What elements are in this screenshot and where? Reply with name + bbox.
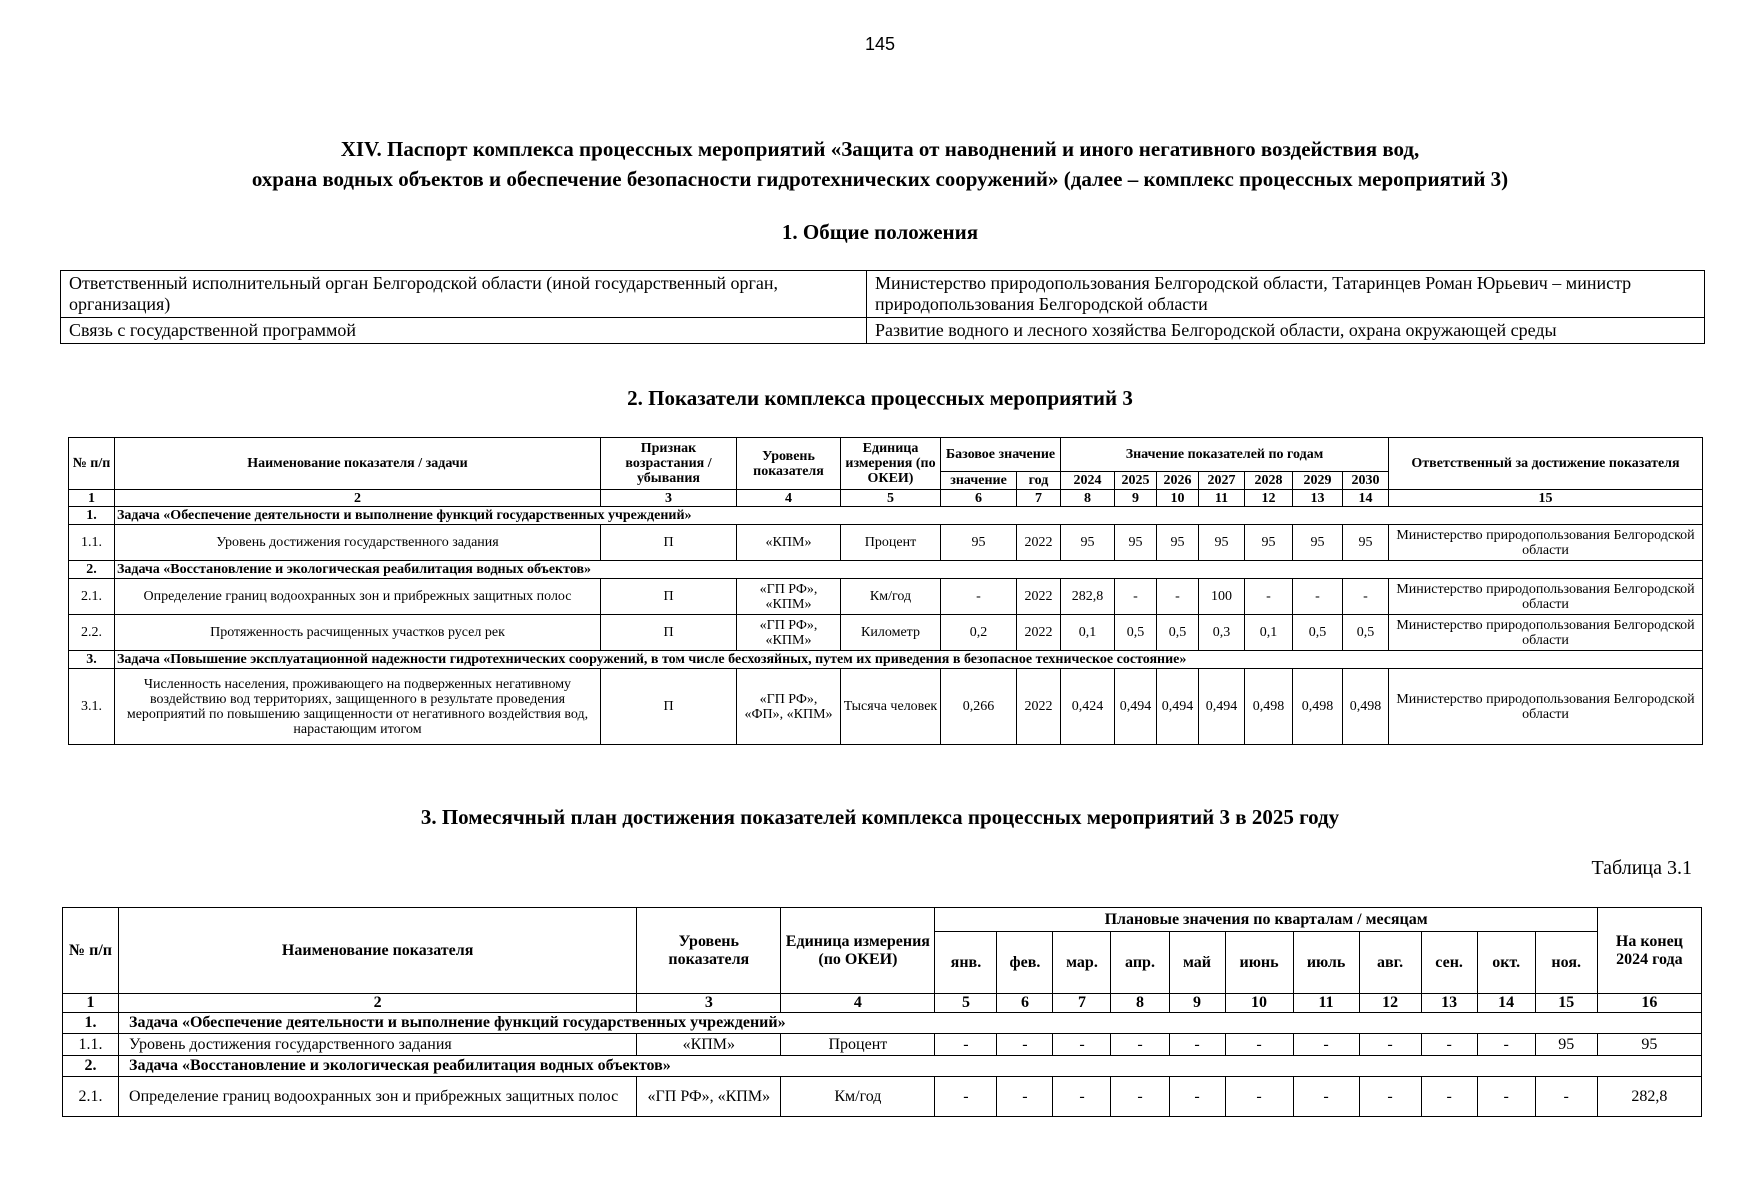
- year-value: -: [1343, 579, 1389, 615]
- month-value: -: [1359, 1077, 1421, 1117]
- month-value: -: [1225, 1077, 1293, 1117]
- year-value: -: [1245, 579, 1293, 615]
- year-value: 0,494: [1199, 669, 1245, 745]
- header-trend: Признак возрастания / убывания: [601, 438, 737, 490]
- indicator-unit: Процент: [841, 525, 941, 561]
- row-number: 1.1.: [63, 1034, 119, 1056]
- column-numbers-row: [63, 994, 1702, 1013]
- responsible: Министерство природопользования Белгородской области: [1389, 615, 1703, 651]
- table-caption: Таблица 3.1: [1591, 857, 1692, 879]
- indicator-name: Протяженность расчищенных участков русел рек: [115, 615, 601, 651]
- indicators-table: [68, 437, 1703, 745]
- header-level: Уровень показателя: [637, 908, 781, 994]
- header-month: авг.: [1359, 932, 1421, 994]
- column-number: 2: [119, 994, 637, 1013]
- indicator-name: Определение границ водоохранных зон и прибрежных защитных полос: [119, 1077, 637, 1117]
- column-number: 11: [1293, 994, 1359, 1013]
- responsible: Министерство природопользования Белгородской области: [1389, 579, 1703, 615]
- responsible: Министерство природопользования Белгородской области: [1389, 669, 1703, 745]
- year-value: 0,494: [1115, 669, 1157, 745]
- indicator-level: «КПМ»: [637, 1034, 781, 1056]
- column-number: 16: [1597, 994, 1701, 1013]
- indicator-name: Определение границ водоохранных зон и прибрежных защитных полос: [115, 579, 601, 615]
- month-value: -: [997, 1077, 1053, 1117]
- header-name: Наименование показателя: [119, 908, 637, 994]
- table-row: [69, 669, 1703, 745]
- header-base: Базовое значение: [941, 438, 1061, 472]
- header-year: 2030: [1343, 472, 1389, 490]
- header-row: [63, 908, 1702, 932]
- base-value: 95: [941, 525, 1017, 561]
- year-value: 95: [1061, 525, 1115, 561]
- header-num: № п/п: [63, 908, 119, 994]
- column-number: 12: [1245, 490, 1293, 507]
- column-number: 10: [1157, 490, 1199, 507]
- task-number: 1.: [63, 1013, 119, 1034]
- end-value: 95: [1597, 1034, 1701, 1056]
- header-month: янв.: [935, 932, 997, 994]
- month-value: -: [1293, 1034, 1359, 1056]
- year-value: 95: [1157, 525, 1199, 561]
- row-number: 2.2.: [69, 615, 115, 651]
- task-number: 3.: [69, 651, 115, 669]
- header-months-group: Плановые значения по кварталам / месяцам: [935, 908, 1597, 932]
- indicator-trend: П: [601, 579, 737, 615]
- column-number: 5: [935, 994, 997, 1013]
- general-provisions-table: [60, 270, 1705, 344]
- page-number: 145: [864, 34, 896, 54]
- document-title: [0, 134, 1760, 194]
- header-year: 2024: [1061, 472, 1115, 490]
- indicator-level: «ГП РФ», «КПМ»: [637, 1077, 781, 1117]
- row-value: Развитие водного и лесного хозяйства Белгородской области, охрана окружающей среды: [867, 318, 1705, 344]
- month-value: -: [1169, 1077, 1225, 1117]
- year-value: 0,5: [1157, 615, 1199, 651]
- task-title: Задача «Восстановление и экологическая реабилитация водных объектов»: [115, 561, 1703, 579]
- header-years-group: Значение показателей по годам: [1061, 438, 1389, 472]
- column-number: 13: [1421, 994, 1477, 1013]
- row-number: 3.1.: [69, 669, 115, 745]
- header-year: 2028: [1245, 472, 1293, 490]
- month-value: -: [1053, 1034, 1111, 1056]
- column-number: 2: [115, 490, 601, 507]
- header-responsible: Ответственный за достижение показателя: [1389, 438, 1703, 490]
- column-number: 1: [63, 994, 119, 1013]
- indicator-level: «ГП РФ», «КПМ»: [737, 615, 841, 651]
- indicator-name: Уровень достижения государственного задания: [119, 1034, 637, 1056]
- table-row: [61, 271, 1705, 318]
- month-value: -: [935, 1077, 997, 1117]
- column-number: 8: [1061, 490, 1115, 507]
- year-value: -: [1157, 579, 1199, 615]
- year-value: 0,5: [1343, 615, 1389, 651]
- table-row: [63, 1034, 1702, 1056]
- month-value: -: [1421, 1077, 1477, 1117]
- indicator-unit: Тысяча человек: [841, 669, 941, 745]
- year-value: 0,5: [1115, 615, 1157, 651]
- header-base-value: значение: [941, 472, 1017, 490]
- month-value: -: [1293, 1077, 1359, 1117]
- task-number: 1.: [69, 507, 115, 525]
- year-value: 0,1: [1245, 615, 1293, 651]
- column-number: 3: [637, 994, 781, 1013]
- header-name: Наименование показателя / задачи: [115, 438, 601, 490]
- base-value: -: [941, 579, 1017, 615]
- month-value: -: [1477, 1034, 1535, 1056]
- year-value: 95: [1199, 525, 1245, 561]
- column-number: 5: [841, 490, 941, 507]
- header-unit: Единица измерения (по ОКЕИ): [841, 438, 941, 490]
- year-value: 0,498: [1293, 669, 1343, 745]
- end-value: 282,8: [1597, 1077, 1701, 1117]
- base-value: 0,2: [941, 615, 1017, 651]
- indicator-unit: Процент: [781, 1034, 935, 1056]
- table-row: [61, 318, 1705, 344]
- header-base-year: год: [1017, 472, 1061, 490]
- section-2-heading: 2. Показатели комплекса процессных мероприятий 3: [627, 386, 1133, 410]
- task-row: [63, 1056, 1702, 1077]
- month-value: -: [1535, 1077, 1597, 1117]
- base-year: 2022: [1017, 579, 1061, 615]
- month-value: -: [1421, 1034, 1477, 1056]
- indicator-unit: Км/год: [781, 1077, 935, 1117]
- header-year: 2027: [1199, 472, 1245, 490]
- section-3-heading: 3. Помесячный план достижения показателей комплекса процессных мероприятий 3 в 2025 году: [420, 805, 1340, 829]
- column-number: 7: [1053, 994, 1111, 1013]
- indicator-unit: Км/год: [841, 579, 941, 615]
- task-title: Задача «Повышение эксплуатационной надежности гидротехнических сооружений, в том числе бесхозяйных, путем их приведения в безопасное техническое состояние»: [115, 651, 1703, 669]
- column-numbers-row: [69, 490, 1703, 507]
- year-value: 95: [1245, 525, 1293, 561]
- header-year: 2029: [1293, 472, 1343, 490]
- table-row: [69, 579, 1703, 615]
- month-value: -: [1169, 1034, 1225, 1056]
- column-number: 9: [1169, 994, 1225, 1013]
- indicator-level: «КПМ»: [737, 525, 841, 561]
- column-number: 6: [941, 490, 1017, 507]
- task-number: 2.: [63, 1056, 119, 1077]
- year-value: -: [1293, 579, 1343, 615]
- section-1-heading: 1. Общие положения: [781, 220, 979, 244]
- indicator-trend: П: [601, 615, 737, 651]
- table-row: [69, 525, 1703, 561]
- header-month: июнь: [1225, 932, 1293, 994]
- month-value: -: [1053, 1077, 1111, 1117]
- column-number: 7: [1017, 490, 1061, 507]
- column-number: 4: [737, 490, 841, 507]
- column-number: 1: [69, 490, 115, 507]
- year-value: 0,3: [1199, 615, 1245, 651]
- month-value: -: [997, 1034, 1053, 1056]
- row-number: 2.1.: [63, 1077, 119, 1117]
- year-value: 0,5: [1293, 615, 1343, 651]
- column-number: 13: [1293, 490, 1343, 507]
- responsible: Министерство природопользования Белгородской области: [1389, 525, 1703, 561]
- row-label: Связь с государственной программой: [61, 318, 867, 344]
- header-year: 2026: [1157, 472, 1199, 490]
- year-value: 0,494: [1157, 669, 1199, 745]
- task-row: [69, 507, 1703, 525]
- column-number: 10: [1225, 994, 1293, 1013]
- year-value: 0,498: [1245, 669, 1293, 745]
- column-number: 4: [781, 994, 935, 1013]
- row-number: 2.1.: [69, 579, 115, 615]
- month-value: 95: [1535, 1034, 1597, 1056]
- table-row: [63, 1077, 1702, 1117]
- column-number: 9: [1115, 490, 1157, 507]
- month-value: -: [1359, 1034, 1421, 1056]
- column-number: 15: [1535, 994, 1597, 1013]
- header-month: май: [1169, 932, 1225, 994]
- indicator-trend: П: [601, 669, 737, 745]
- indicator-unit: Километр: [841, 615, 941, 651]
- year-value: 282,8: [1061, 579, 1115, 615]
- header-level: Уровень показателя: [737, 438, 841, 490]
- year-value: 95: [1293, 525, 1343, 561]
- month-value: -: [1111, 1077, 1169, 1117]
- header-month: апр.: [1111, 932, 1169, 994]
- header-month: сен.: [1421, 932, 1477, 994]
- table-row: [69, 615, 1703, 651]
- base-year: 2022: [1017, 615, 1061, 651]
- month-value: -: [935, 1034, 997, 1056]
- header-month: мар.: [1053, 932, 1111, 994]
- header-num: № п/п: [69, 438, 115, 490]
- indicator-level: «ГП РФ», «ФП», «КПМ»: [737, 669, 841, 745]
- month-value: -: [1111, 1034, 1169, 1056]
- base-value: 0,266: [941, 669, 1017, 745]
- task-title: Задача «Обеспечение деятельности и выполнение функций государственных учреждений»: [115, 507, 1703, 525]
- year-value: 95: [1343, 525, 1389, 561]
- row-number: 1.1.: [69, 525, 115, 561]
- task-row: [63, 1013, 1702, 1034]
- header-month: ноя.: [1535, 932, 1597, 994]
- year-value: 0,498: [1343, 669, 1389, 745]
- year-value: 0,424: [1061, 669, 1115, 745]
- year-value: -: [1115, 579, 1157, 615]
- document-title-line-2: охрана водных объектов и обеспечение безопасности гидротехнических сооружений» (далее – комплекс процессных мероприятий 3): [251, 167, 1509, 191]
- indicator-trend: П: [601, 525, 737, 561]
- header-month: июль: [1293, 932, 1359, 994]
- column-number: 6: [997, 994, 1053, 1013]
- document-title-line-1: XIV. Паспорт комплекса процессных мероприятий «Защита от наводнений и иного негативного воздействия вод,: [340, 137, 1420, 161]
- task-title: Задача «Восстановление и экологическая реабилитация водных объектов»: [119, 1056, 1702, 1077]
- header-row: [69, 438, 1703, 472]
- month-value: -: [1477, 1077, 1535, 1117]
- column-number: 3: [601, 490, 737, 507]
- month-value: -: [1225, 1034, 1293, 1056]
- year-value: 0,1: [1061, 615, 1115, 651]
- column-number: 15: [1389, 490, 1703, 507]
- row-value: Министерство природопользования Белгородской области, Татаринцев Роман Юрьевич – министр природопользования Белгородской области: [867, 271, 1705, 318]
- monthly-plan-table: [62, 907, 1702, 1117]
- header-unit: Единица измерения (по ОКЕИ): [781, 908, 935, 994]
- column-number: 14: [1477, 994, 1535, 1013]
- row-label: Ответственный исполнительный орган Белгородской области (иной государственный орган, организация): [61, 271, 867, 318]
- task-title: Задача «Обеспечение деятельности и выполнение функций государственных учреждений»: [119, 1013, 1702, 1034]
- task-row: [69, 651, 1703, 669]
- base-year: 2022: [1017, 525, 1061, 561]
- task-row: [69, 561, 1703, 579]
- header-year: 2025: [1115, 472, 1157, 490]
- column-number: 8: [1111, 994, 1169, 1013]
- year-value: 95: [1115, 525, 1157, 561]
- indicator-name: Численность населения, проживающего на подверженных негативному воздействию вод территориях, защищенного в результате проведения мероприятий по повышению защищенности от негативного воздействия вод, нарастающим итогом: [115, 669, 601, 745]
- header-month: фев.: [997, 932, 1053, 994]
- column-number: 14: [1343, 490, 1389, 507]
- column-number: 11: [1199, 490, 1245, 507]
- indicator-level: «ГП РФ», «КПМ»: [737, 579, 841, 615]
- task-number: 2.: [69, 561, 115, 579]
- header-end: На конец 2024 года: [1597, 908, 1701, 994]
- base-year: 2022: [1017, 669, 1061, 745]
- column-number: 12: [1359, 994, 1421, 1013]
- header-month: окт.: [1477, 932, 1535, 994]
- indicator-name: Уровень достижения государственного задания: [115, 525, 601, 561]
- year-value: 100: [1199, 579, 1245, 615]
